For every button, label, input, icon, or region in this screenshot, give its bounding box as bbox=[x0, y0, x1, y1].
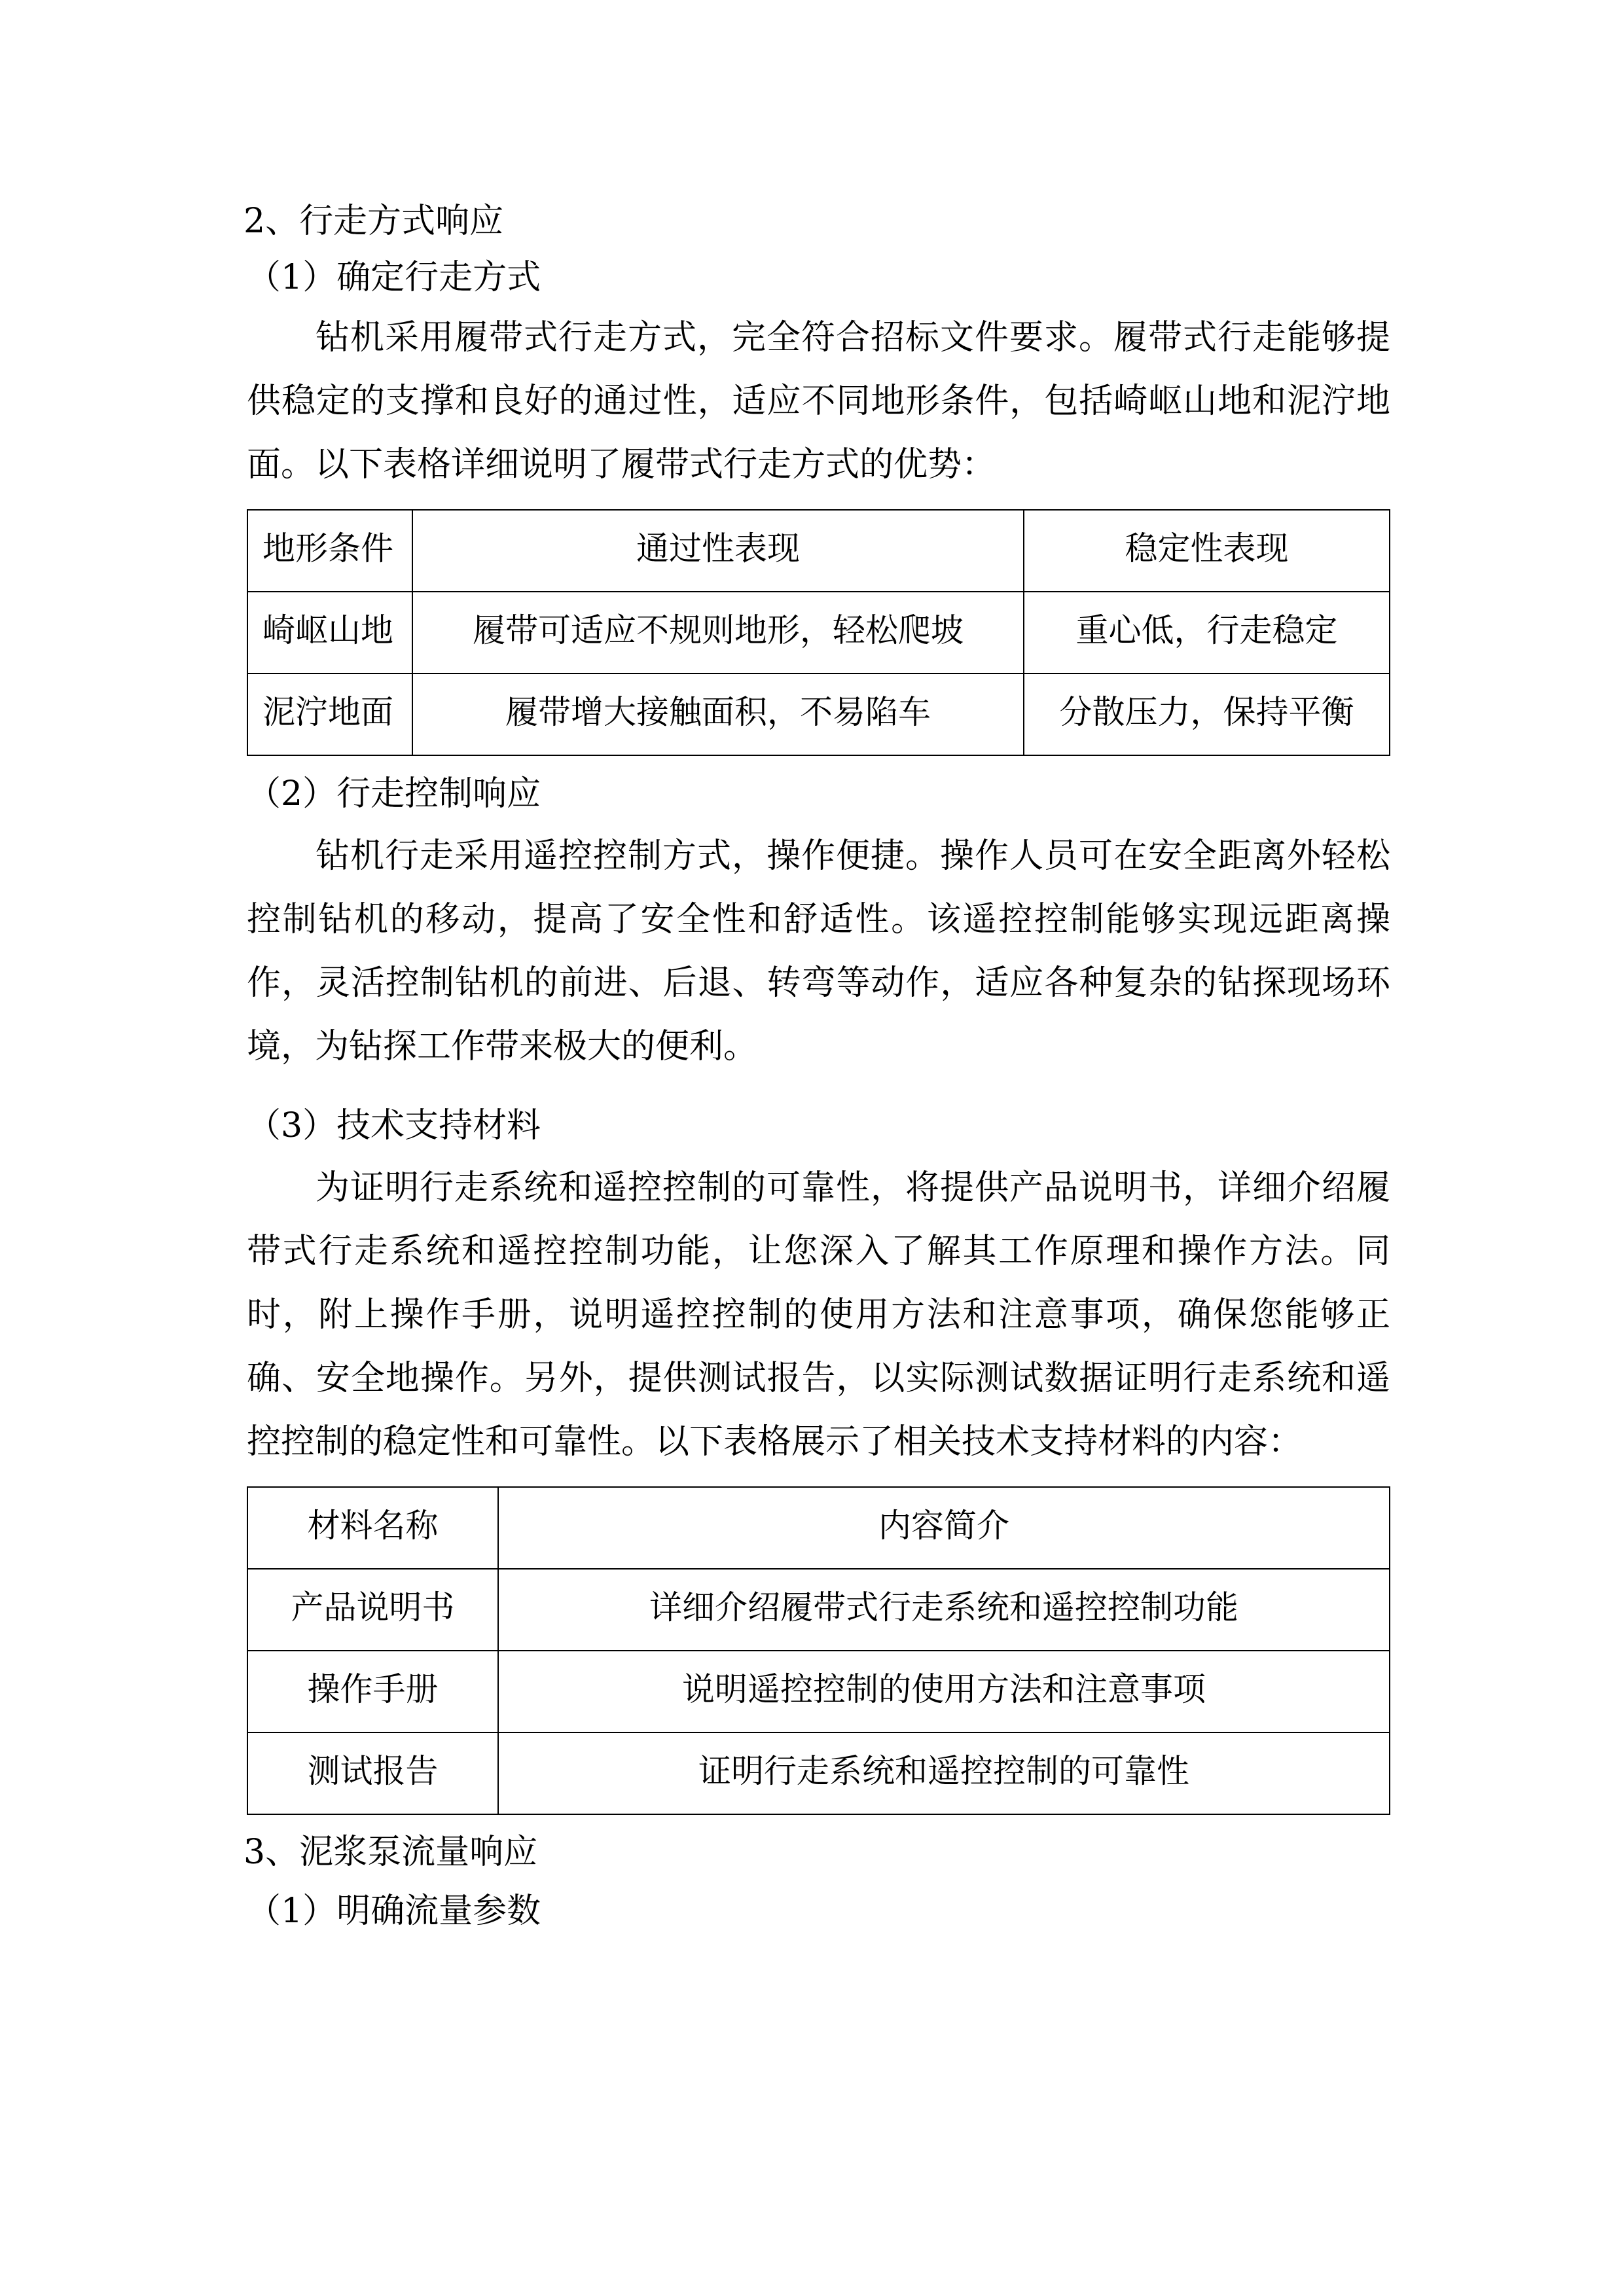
table-row bbox=[247, 673, 1390, 755]
terrain-advantage-table bbox=[247, 509, 1390, 756]
table-cell: 操作手册 bbox=[247, 1651, 498, 1732]
table-cell: 履带可适应不规则地形，轻松爬坡 bbox=[412, 592, 1024, 673]
table-row bbox=[247, 592, 1390, 673]
table-cell: 详细介绍履带式行走系统和遥控控制功能 bbox=[498, 1569, 1390, 1651]
section-heading-walking-mode: 2、行走方式响应 bbox=[244, 202, 504, 241]
subheading-technical-support: （3）技术支持材料 bbox=[247, 1106, 541, 1145]
paragraph-technical-support bbox=[247, 1157, 1390, 1474]
subheading-flow-parameters: （1）明确流量参数 bbox=[247, 1892, 541, 1931]
header-cell: 地形条件 bbox=[247, 510, 412, 592]
header-cell: 内容简介 bbox=[498, 1487, 1390, 1569]
section-heading-mud-pump: 3、泥浆泵流量响应 bbox=[244, 1833, 538, 1872]
subheading-walking-control: （2）行走控制响应 bbox=[247, 774, 541, 814]
technical-materials-table bbox=[247, 1486, 1390, 1815]
table-cell: 证明行走系统和遥控控制的可靠性 bbox=[498, 1732, 1390, 1814]
header-cell: 通过性表现 bbox=[412, 510, 1024, 592]
table-cell: 履带增大接触面积，不易陷车 bbox=[412, 673, 1024, 755]
paragraph-text: 为证明行走系统和遥控控制的可靠性，将提供产品说明书，详细介绍履带式行走系统和遥控控制功能，让您深入了解其工作原理和操作方法。同时，附上操作手册，说明遥控控制的使用方法和注意事项，确保您能够正确、安全地操作。另外，提供测试报告，以实际测试数据证明行走系统和遥控控制的稳定性和可靠性。以下表格展示了相关技术支持材料的内容： bbox=[247, 1168, 1390, 1462]
paragraph-text: 钻机行走采用遥控控制方式，操作便捷。操作人员可在安全距离外轻松控制钻机的移动，提高了安全性和舒适性。该遥控控制能够实现远距离操作，灵活控制钻机的前进、后退、转弯等动作，适应各种复杂的钻探现场环境，为钻探工作带来极大的便利。 bbox=[247, 836, 1390, 1066]
paragraph-walking-mode bbox=[247, 306, 1390, 497]
table-row bbox=[247, 1569, 1390, 1651]
header-cell: 稳定性表现 bbox=[1024, 510, 1390, 592]
table-cell: 分散压力，保持平衡 bbox=[1024, 673, 1390, 755]
table-row bbox=[247, 1651, 1390, 1732]
paragraph-walking-control bbox=[247, 825, 1390, 1079]
table-header-row bbox=[247, 510, 1390, 592]
header-cell: 材料名称 bbox=[247, 1487, 498, 1569]
subheading-determine-walking-mode: （1）确定行走方式 bbox=[247, 258, 541, 297]
table-header-row bbox=[247, 1487, 1390, 1569]
table-cell: 重心低，行走稳定 bbox=[1024, 592, 1390, 673]
table-cell: 说明遥控控制的使用方法和注意事项 bbox=[498, 1651, 1390, 1732]
table-cell: 产品说明书 bbox=[247, 1569, 498, 1651]
paragraph-text: 钻机采用履带式行走方式，完全符合招标文件要求。履带式行走能够提供稳定的支撑和良好的通过性，适应不同地形条件，包括崎岖山地和泥泞地面。以下表格详细说明了履带式行走方式的优势： bbox=[247, 318, 1390, 484]
table-cell: 崎岖山地 bbox=[247, 592, 412, 673]
table-cell: 泥泞地面 bbox=[247, 673, 412, 755]
table-row bbox=[247, 1732, 1390, 1814]
table-cell: 测试报告 bbox=[247, 1732, 498, 1814]
